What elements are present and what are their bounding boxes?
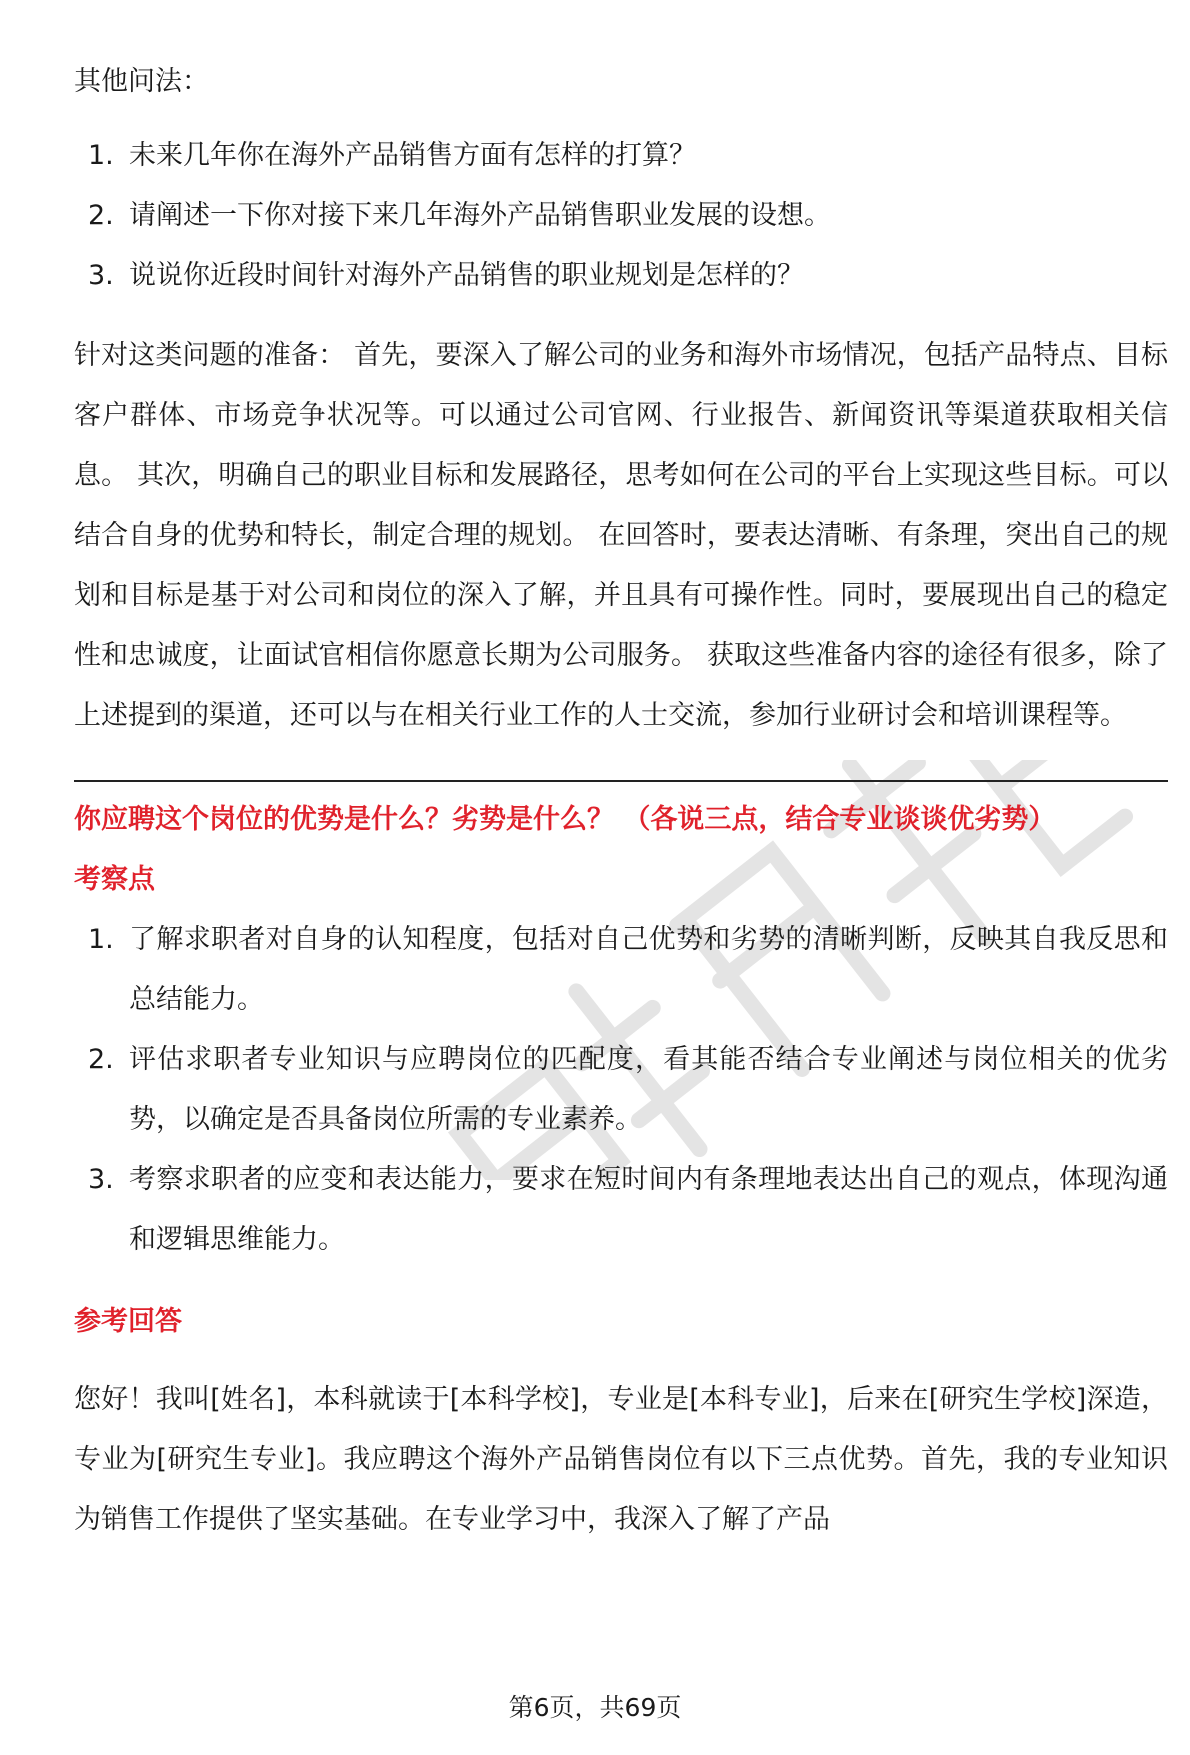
- focus-points-list: [74, 910, 1168, 1270]
- list-text: 说说你近段时间针对海外产品销售的职业规划是怎样的？: [129, 260, 804, 291]
- focus-label: 考察点: [74, 864, 155, 895]
- list-number: 2.: [88, 200, 114, 231]
- page-number-footer: 第6页，共69页: [508, 1693, 682, 1722]
- list-number: 2.: [88, 1044, 114, 1075]
- list-text: 了解求职者对自身的认知程度，包括对自己优势和劣势的清晰判断，反映其自我反思和总结能力。: [129, 924, 1168, 1015]
- answer-label: 参考回答: [74, 1306, 182, 1337]
- list-item: [74, 1030, 1168, 1150]
- list-item: [74, 246, 1168, 306]
- list-text: 未来几年你在海外产品销售方面有怎样的打算？: [129, 140, 696, 171]
- alt-questions-intro: 其他问法：: [74, 66, 209, 97]
- list-text: 考察求职者的应变和表达能力，要求在短时间内有条理地表达出自己的观点，体现沟通和逻辑思维能力。: [129, 1164, 1168, 1255]
- list-text: 评估求职者专业知识与应聘岗位的匹配度，看其能否结合专业阐述与岗位相关的优劣势，以确定是否具备岗位所需的专业素养。: [129, 1044, 1168, 1135]
- section-divider: [74, 780, 1168, 782]
- list-item: [74, 186, 1168, 246]
- list-text: 请阐述一下你对接下来几年海外产品销售职业发展的设想。: [129, 200, 831, 231]
- list-item: [74, 126, 1168, 186]
- answer-paragraph: 您好！我叫[姓名]，本科就读于[本科学校]，专业是[本科专业]，后来在[研究生学校]深造，专业为[研究生专业]。我应聘这个海外产品销售岗位有以下三点优势。首先，我的专业知识为销售工作提供了坚实基础。在专业学习中，我深入了解了产品: [74, 1384, 1168, 1535]
- list-number: 1.: [88, 924, 114, 955]
- list-number: 3.: [88, 1164, 114, 1195]
- list-number: 1.: [88, 140, 114, 171]
- list-number: 3.: [88, 260, 114, 291]
- question-title: 你应聘这个岗位的优势是什么？劣势是什么？ （各说三点，结合专业谈谈优劣势）: [74, 804, 1056, 835]
- preparation-paragraph: 针对这类问题的准备： 首先，要深入了解公司的业务和海外市场情况，包括产品特点、目标客户群体、市场竞争状况等。可以通过公司官网、行业报告、新闻资讯等渠道获取相关信息。 其次，明确自己的职业目标和发展路径，思考如何在公司的平台上实现这些目标。可以结合自身的优势和特长，制定合理的规划。 在回答时，要表达清晰、有条理，突出自己的规划和目标是基于对公司和岗位的深入了解，并且具有可操作性。同时，要展现出自己的稳定性和忠诚度，让面试官相信你愿意长期为公司服务。 获取这些准备内容的途径有很多，除了上述提到的渠道，还可以与在相关行业工作的人士交流，参加行业研讨会和培训课程等。: [74, 340, 1168, 731]
- list-item: [74, 1150, 1168, 1270]
- alt-questions-list: [74, 126, 1168, 306]
- document-content: [74, 52, 1168, 1550]
- list-item: [74, 910, 1168, 1030]
